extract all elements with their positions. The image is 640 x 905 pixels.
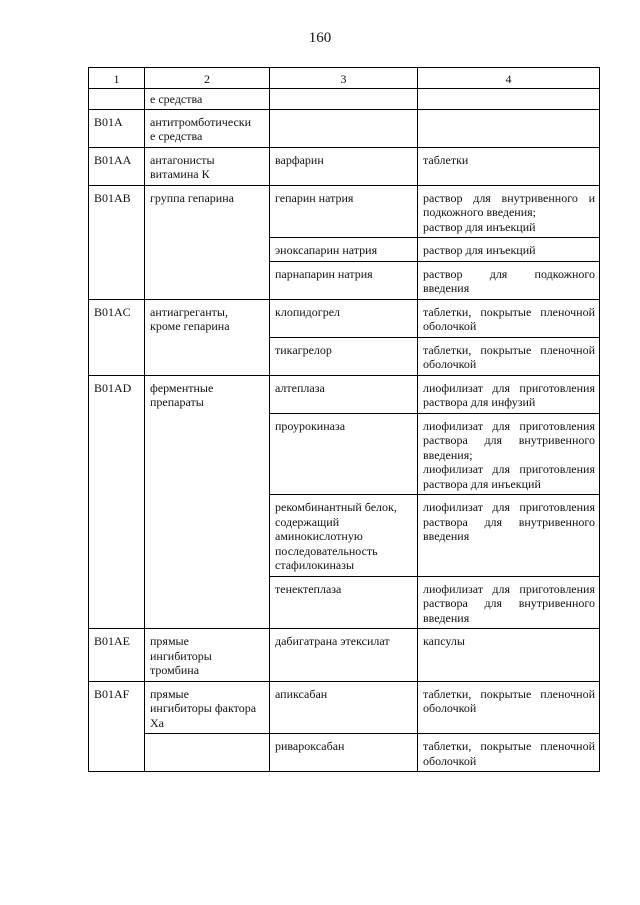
drug-cell: варфарин — [270, 147, 418, 185]
page-number: 160 — [308, 30, 332, 46]
group-cell: е средства — [145, 89, 270, 110]
column-header: 4 — [418, 68, 600, 89]
form-cell: капсулы — [418, 629, 600, 682]
table-row — [89, 629, 600, 682]
drug-cell: ривароксабан — [270, 734, 418, 772]
group-cell: антагонисты витамина К — [145, 147, 270, 185]
drug-cell: рекомбинантный белок, содержащий аминокислотную последовательность стафилокиназы — [270, 495, 418, 577]
code-cell: B01AE — [89, 629, 145, 682]
code-cell: B01AA — [89, 147, 145, 185]
table-row — [89, 375, 600, 413]
code-cell: B01AB — [89, 185, 145, 299]
group-cell: группа гепарина — [145, 185, 270, 299]
form-cell: таблетки, покрытые пленочной оболочкой — [418, 734, 600, 772]
table-row — [89, 185, 600, 238]
code-cell — [89, 89, 145, 110]
code-cell: B01AF — [89, 681, 145, 772]
form-cell: лиофилизат для приготовления раствора для внутривенного введения; лиофилизат для приготовления раствора для инъекций — [418, 413, 600, 495]
drug-cell: парнапарин натрия — [270, 261, 418, 299]
table-row — [89, 734, 600, 772]
form-cell: таблетки, покрытые пленочной оболочкой — [418, 681, 600, 734]
form-cell: таблетки — [418, 147, 600, 185]
drug-cell: клопидогрел — [270, 299, 418, 337]
drug-table — [88, 67, 600, 772]
group-cell: прямые ингибиторы фактора Xa — [145, 681, 270, 734]
column-header: 3 — [270, 68, 418, 89]
group-cell: ферментные препараты — [145, 375, 270, 629]
group-cell: антитромботически е средства — [145, 109, 270, 147]
drug-cell: алтеплаза — [270, 375, 418, 413]
table-row — [89, 681, 600, 734]
column-header: 1 — [89, 68, 145, 89]
form-cell: лиофилизат для приготовления раствора для внутривенного введения — [418, 495, 600, 577]
table-row — [89, 109, 600, 147]
table-row — [89, 299, 600, 337]
form-cell: раствор для внутривенного и подкожного введения; раствор для инъекций — [418, 185, 600, 238]
form-cell: лиофилизат для приготовления раствора для внутривенного введения — [418, 576, 600, 629]
form-cell — [418, 109, 600, 147]
table-row — [89, 147, 600, 185]
group-cell: прямые ингибиторы тромбина — [145, 629, 270, 682]
table-header-row — [89, 68, 600, 89]
form-cell: таблетки, покрытые пленочной оболочкой — [418, 337, 600, 375]
drug-cell: проурокиназа — [270, 413, 418, 495]
form-cell — [418, 89, 600, 110]
drug-cell: эноксапарин натрия — [270, 238, 418, 262]
drug-cell: тенектеплаза — [270, 576, 418, 629]
table-row — [89, 89, 600, 110]
code-cell: B01A — [89, 109, 145, 147]
drug-cell: дабигатрана этексилат — [270, 629, 418, 682]
form-cell: лиофилизат для приготовления раствора для инфузий — [418, 375, 600, 413]
drug-cell — [270, 109, 418, 147]
code-cell: B01AD — [89, 375, 145, 629]
form-cell: раствор для инъекций — [418, 238, 600, 262]
group-cell: антиагреганты, кроме гепарина — [145, 299, 270, 375]
form-cell: таблетки, покрытые пленочной оболочкой — [418, 299, 600, 337]
form-cell: раствор для подкожного введения — [418, 261, 600, 299]
drug-cell: гепарин натрия — [270, 185, 418, 238]
column-header: 2 — [145, 68, 270, 89]
code-cell: B01AC — [89, 299, 145, 375]
group-cell — [145, 734, 270, 772]
drug-cell: тикагрелор — [270, 337, 418, 375]
drug-cell — [270, 89, 418, 110]
drug-cell: апиксабан — [270, 681, 418, 734]
